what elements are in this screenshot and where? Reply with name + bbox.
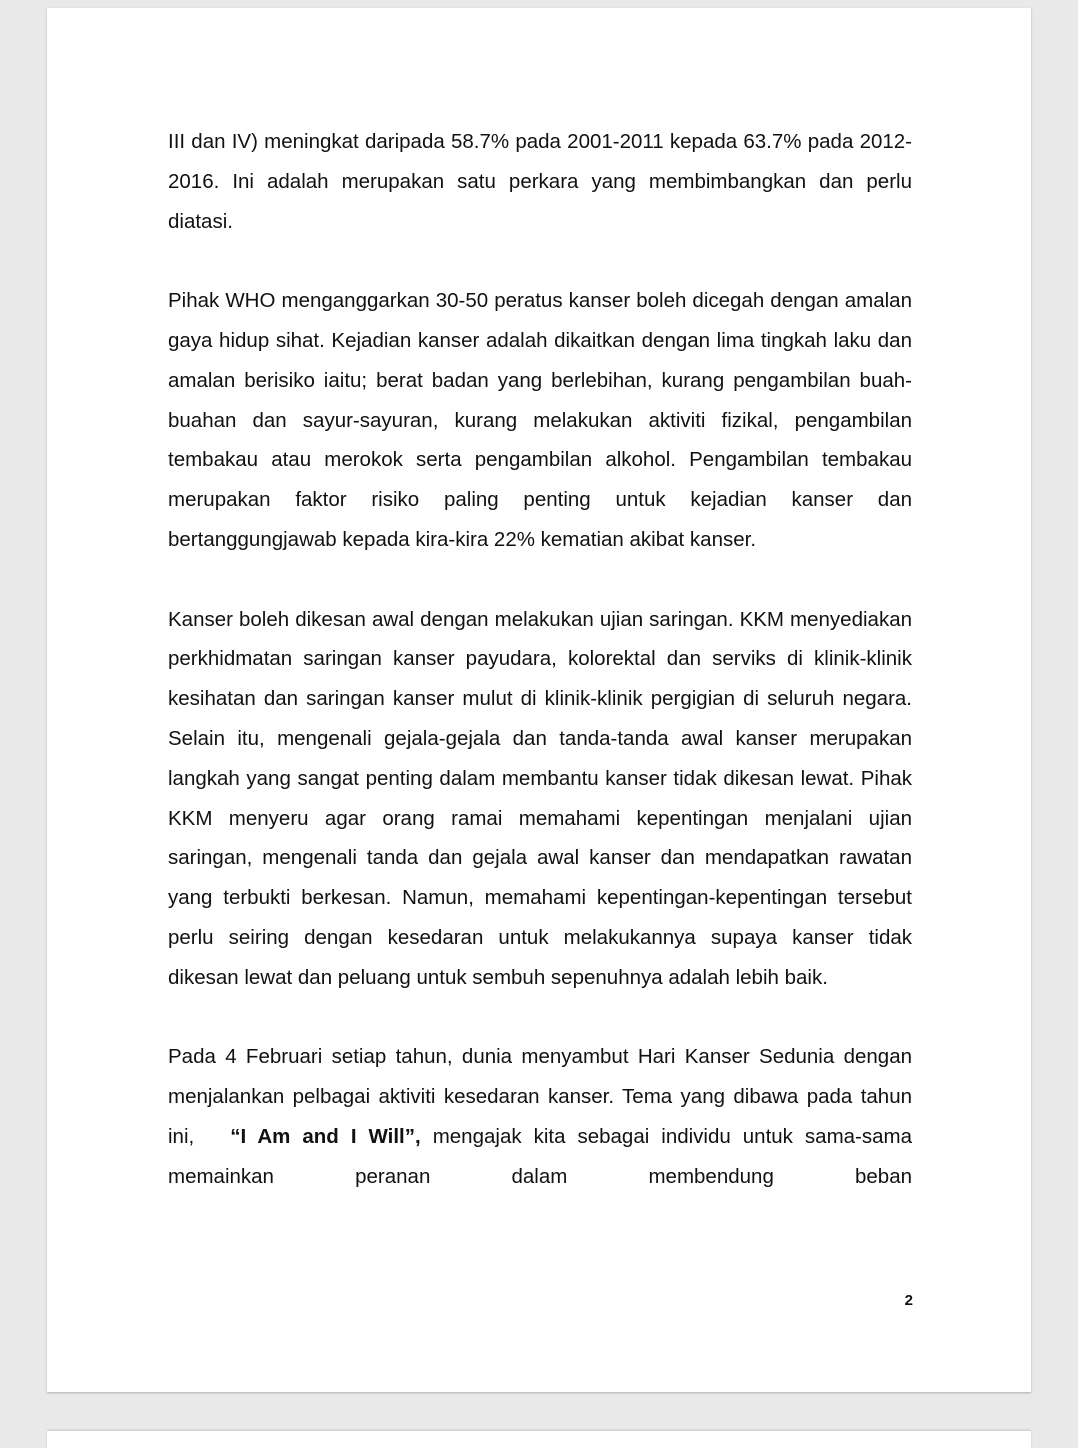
theme-slogan: “I Am and I Will”, (230, 1124, 421, 1148)
next-page-edge (47, 1431, 1031, 1448)
document-page (47, 8, 1031, 1392)
page-content (168, 122, 912, 1236)
page-number: 2 (904, 1292, 913, 1309)
paragraph-3: Kanser boleh dikesan awal dengan melakukan ujian saringan. KKM menyediakan perkhidmatan saringan kanser payudara, kolorektal dan serviks di klinik-klinik kesihatan dan saringan kanser mulut di klinik-klinik pergigian di seluruh negara. Selain itu, mengenali gejala-gejala dan tanda-tanda awal kanser merupakan langkah yang sangat penting dalam membantu kanser tidak dikesan lewat. Pihak KKM menyeru agar orang ramai memahami kepentingan menjalani ujian saringan, mengenali tanda dan gejala awal kanser dan mendapatkan rawatan yang terbukti berkesan. Namun, memahami kepentingan-kepentingan tersebut perlu seiring dengan kesedaran untuk melakukannya supaya kanser tidak dikesan lewat dan peluang untuk sembuh sepenuhnya adalah lebih baik. (168, 607, 912, 989)
paragraph-1: III dan IV) meningkat daripada 58.7% pada 2001-2011 kepada 63.7% pada 2012-2016. Ini adalah merupakan satu perkara yang membimbangkan dan perlu diatasi. (168, 130, 912, 233)
paragraph-2: Pihak WHO menganggarkan 30-50 peratus kanser boleh dicegah dengan amalan gaya hidup sihat. Kejadian kanser adalah dikaitkan dengan lima tingkah laku dan amalan berisiko iaitu; berat badan yang berlebihan, kurang pengambilan buah-buahan dan sayur-sayuran, kurang melakukan aktiviti fizikal, pengambilan tembakau atau merokok serta pengambilan alkohol. Pengambilan tembakau merupakan faktor risiko paling penting untuk kejadian kanser dan bertanggungjawab kepada kira-kira 22% kematian akibat kanser. (168, 289, 912, 551)
paragraph-4 (168, 1037, 912, 1196)
paragraph-4-intro: Pada 4 Februari setiap tahun, dunia menyambut Hari Kanser Sedunia dengan menjalankan pelbagai aktiviti kesedaran kanser. Tema yang dibawa pada tahun ini, (168, 1045, 912, 1148)
paragraph-4-continuation: mengajak kita sebagai individu untuk sama-sama memainkan peranan dalam membendung beban (168, 1124, 912, 1188)
